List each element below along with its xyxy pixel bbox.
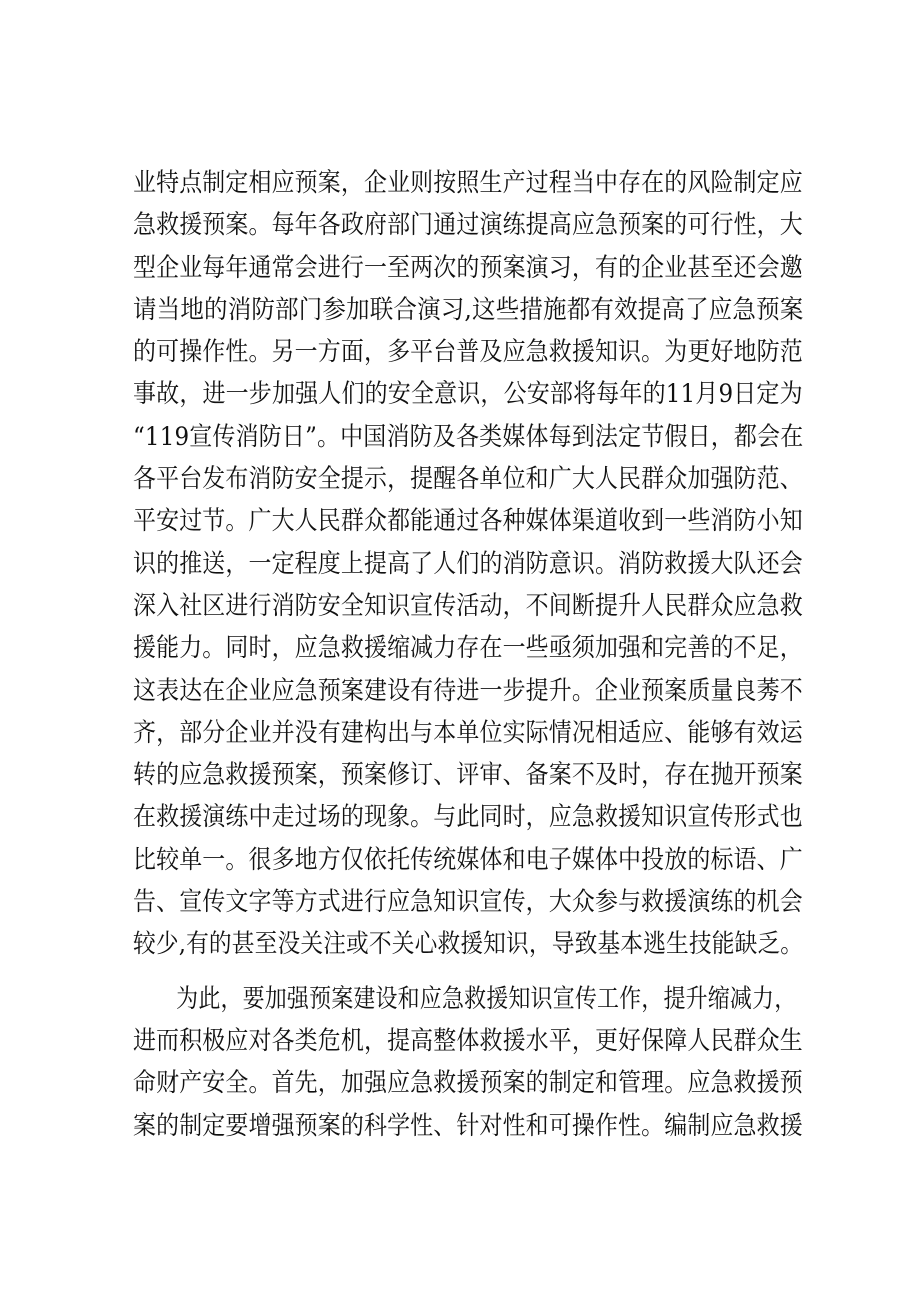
text-line: 在救援演练中走过场的现象。与此同时，应急救援知识宣传形式也 bbox=[133, 802, 803, 833]
text-line: 业特点制定相应预案，企业则按照生产过程当中存在的风险制定应 bbox=[133, 168, 803, 198]
text-line: “119宣传消防日”。中国消防及各类媒体每到法定节假日，都会在 bbox=[133, 421, 804, 452]
text-line: 请当地的消防部门参加联合演习,这些措施都有效提高了应急预案 bbox=[133, 294, 804, 325]
text-line: 比较单一。很多地方仅依托传统媒体和电子媒体中投放的标语、广 bbox=[133, 844, 803, 875]
body-text bbox=[133, 162, 803, 1147]
text-line: 较少,有的甚至没关注或不关心救援知识，导致基本逃生技能缺乏。 bbox=[133, 929, 804, 960]
text-line: 案的制定要增强预案的科学性、针对性和可操作性。编制应急救援 bbox=[133, 1110, 803, 1141]
text-line: 告、宣传文字等方式进行应急知识宣传，大众参与救援演练的机会 bbox=[133, 887, 803, 918]
text-line: 转的应急救援预案，预案修订、评审、备案不及时，存在抛开预案 bbox=[133, 760, 803, 791]
text-line: 深入社区进行消防安全知识宣传活动，不间断提升人民群众应急救 bbox=[133, 590, 803, 621]
text-line: 急救援预案。每年各政府部门通过演练提高应急预案的可行性，大 bbox=[133, 210, 803, 241]
text-line: 进而积极应对各类危机，提高整体救援水平，更好保障人民群众生 bbox=[133, 1025, 803, 1056]
text-line: 的可操作性。另一方面，多平台普及应急救援知识。为更好地防范 bbox=[133, 337, 803, 368]
text-line: 命财产安全。首先，加强应急救援预案的制定和管理。应急救援预 bbox=[133, 1068, 803, 1099]
paragraph-2 bbox=[133, 978, 803, 1147]
text-line: 型企业每年通常会进行一至两次的预案演习，有的企业甚至还会邀 bbox=[133, 252, 803, 283]
text-line: 平安过节。广大人民群众都能通过各种媒体渠道收到一些消防小知 bbox=[133, 506, 803, 537]
text-line: 为此，要加强预案建设和应急救援知识宣传工作，提升缩减力， bbox=[176, 983, 797, 1014]
text-line: 各平台发布消防安全提示，提醒各单位和广大人民群众加强防范、 bbox=[133, 464, 803, 495]
text-line: 识的推送，一定程度上提高了人们的消防意识。消防救援大队还会 bbox=[133, 548, 803, 579]
paragraph-1 bbox=[133, 162, 803, 966]
text-line: 事故，进一步加强人们的安全意识，公安部将每年的11月9日定为 bbox=[133, 379, 803, 410]
text-line: 援能力。同时，应急救援缩减力存在一些亟须加强和完善的不足， bbox=[133, 633, 803, 664]
text-line: 这表达在企业应急预案建设有待进一步提升。企业预案质量良莠不 bbox=[133, 675, 803, 706]
text-line: 齐，部分企业并没有建构出与本单位实际情况相适应、能够有效运 bbox=[133, 717, 803, 748]
